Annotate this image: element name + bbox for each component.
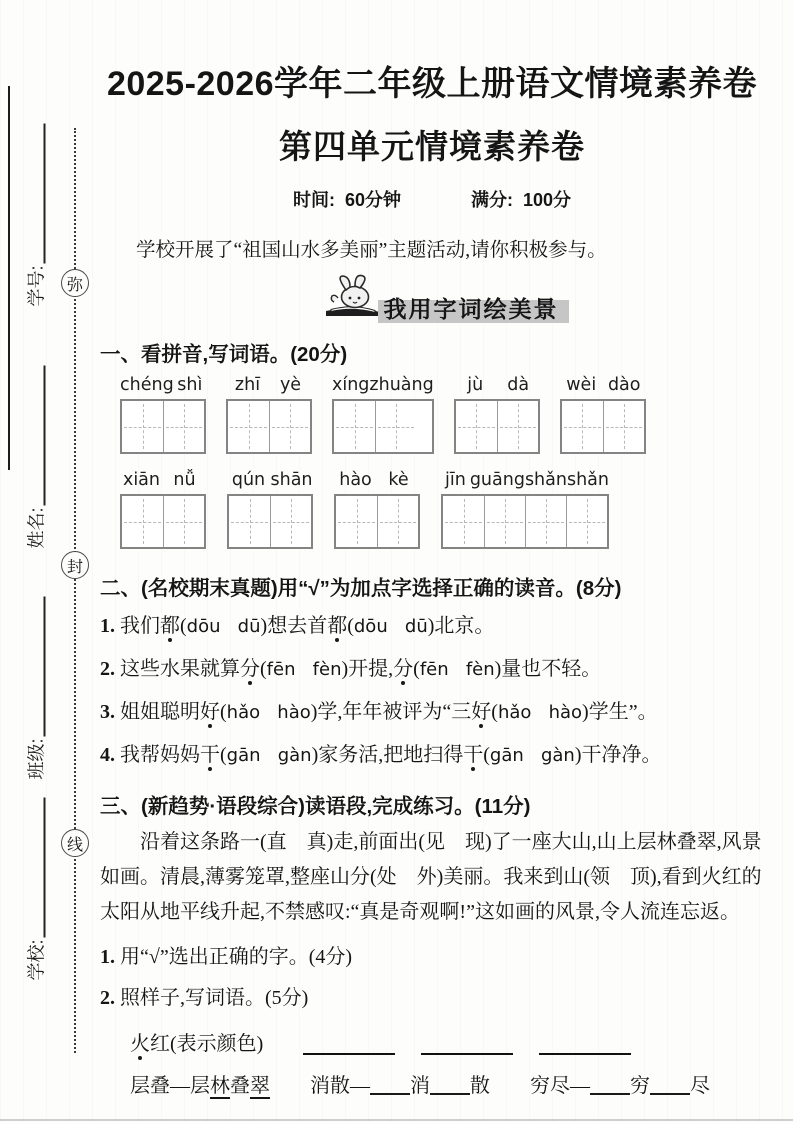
emphasized-char: 好 xyxy=(471,701,492,723)
answer-blank xyxy=(421,1053,513,1055)
pinyin-option: gān gàn xyxy=(226,745,312,766)
answer-blank xyxy=(303,1053,395,1055)
writing-grid xyxy=(332,399,434,454)
text-segment: 穷尽— xyxy=(490,1075,590,1097)
seal-dotted-line xyxy=(74,128,76,1053)
section-one-heading: 一、看拼音,写词语。(20分) xyxy=(100,343,348,366)
underlined-char: 翠 xyxy=(250,1075,270,1097)
name-label: 姓名: xyxy=(26,507,47,549)
answer-blank xyxy=(370,1093,410,1095)
pinyin-group xyxy=(226,375,312,454)
text-segment: ( xyxy=(180,615,187,637)
pinyin-syllable: guāng xyxy=(469,470,525,490)
writing-cell xyxy=(525,496,566,547)
writing-cell xyxy=(336,496,377,547)
emphasized-char: 都 xyxy=(160,615,180,637)
pinyin-group xyxy=(120,470,206,549)
pinyin-syllable: shān xyxy=(270,470,313,490)
writing-grid xyxy=(454,399,540,454)
text-segment: 层叠—层 xyxy=(130,1075,210,1097)
writing-grid xyxy=(227,494,313,549)
text-segment: ( xyxy=(491,701,498,723)
text-segment: 我帮妈妈 xyxy=(120,744,200,766)
text-segment: ( xyxy=(220,744,227,766)
emphasized-char: 好 xyxy=(200,701,220,723)
emphasized-char: 都 xyxy=(327,615,348,637)
question-item-2 xyxy=(100,652,764,687)
pinyin-group xyxy=(454,375,540,454)
pinyin-option: hǎo hào xyxy=(497,702,583,723)
item-number: 4. xyxy=(100,744,115,766)
rabbit-reading-icon xyxy=(322,272,384,323)
pinyin-row-2 xyxy=(100,470,764,549)
time-value: 60分钟 xyxy=(344,190,401,210)
emphasized-char: 干 xyxy=(463,744,484,766)
score-label: 满分: xyxy=(470,190,513,210)
answer-blank xyxy=(430,1093,470,1095)
item-number: 3. xyxy=(100,701,115,723)
pinyin-group xyxy=(332,375,434,454)
time-label: 时间: xyxy=(292,190,335,210)
name-blank xyxy=(44,365,46,505)
writing-cell xyxy=(229,496,270,547)
pinyin-labels xyxy=(441,470,609,494)
text-segment: )干净净。 xyxy=(574,744,662,766)
underlined-char: 林 xyxy=(210,1075,230,1097)
writing-grid xyxy=(120,399,206,454)
pinyin-syllable: hào xyxy=(339,470,372,490)
writing-cell xyxy=(562,401,603,452)
word-building-row xyxy=(100,1069,764,1104)
item-text xyxy=(120,658,601,680)
writing-grid xyxy=(334,494,420,549)
section-banner xyxy=(113,272,777,323)
intro-text: 学校开展了“祖国山水多美丽”主题活动,请你积极参与。 xyxy=(136,240,607,261)
text-segment: ( xyxy=(413,658,420,680)
question-item-3 xyxy=(100,695,764,730)
pinyin-labels xyxy=(227,470,313,494)
school-label: 学校: xyxy=(26,939,47,981)
question-item-4 xyxy=(100,738,764,773)
pinyin-syllable: qún xyxy=(231,470,266,490)
emphasized-char: 干 xyxy=(200,744,220,766)
pinyin-group xyxy=(334,470,420,549)
banner-bar xyxy=(378,296,569,323)
item-text: 照样子,写词语。(5分) xyxy=(120,987,309,1009)
pinyin-syllable: shǎn xyxy=(524,470,567,490)
school-blank xyxy=(44,797,46,937)
question-item-1 xyxy=(100,609,764,644)
page-bottom-edge xyxy=(0,1119,793,1121)
text-segment: )想去首 xyxy=(260,615,328,637)
item-number: 1. xyxy=(100,615,115,637)
name-field xyxy=(25,344,49,549)
text-segment: 尽 xyxy=(690,1075,710,1097)
pinyin-option: hǎo hào xyxy=(226,702,311,723)
paper-title: 2025-2026学年二年级上册语文情境素养卷 xyxy=(106,65,758,103)
emphasized-char: 分 xyxy=(393,658,414,680)
writing-cell xyxy=(334,401,375,452)
pinyin-syllable: shǎn xyxy=(566,470,609,490)
answer-blank xyxy=(539,1053,631,1055)
student-no-blank xyxy=(44,123,46,263)
text-segment: )量也不轻。 xyxy=(494,658,602,680)
writing-cell xyxy=(122,496,163,547)
pinyin-option: dōu dū xyxy=(186,616,261,637)
pinyin-syllable: dào xyxy=(607,375,641,395)
reading-passage: 沿着这条路一(直 真)走,前面出(见 现)了一座大山,山上层林叠翠,风景如画。清晨,薄雾笼罩,整座山分(处 外)美丽。我来到山(领 顶),看到火红的太阳从地平线升起,不禁感叹:“真是奇观啊!”这如画的风景,令人流连忘返。 xyxy=(100,831,762,923)
writing-cell xyxy=(269,401,310,452)
text-segment: )北京。 xyxy=(427,615,495,637)
text-segment: 穷 xyxy=(630,1075,650,1097)
item-number: 2. xyxy=(100,658,115,680)
unit-title: 第四单元情境素养卷 xyxy=(279,128,585,165)
writing-cell xyxy=(443,496,484,547)
student-no-label: 学号: xyxy=(26,265,47,307)
emphasized-char: 火 xyxy=(130,1033,150,1055)
banner-title: 我用字词绘美景 xyxy=(383,296,559,322)
item-text xyxy=(120,615,494,637)
text-segment: ( xyxy=(260,658,267,680)
writing-cell xyxy=(163,496,204,547)
writing-cell xyxy=(456,401,497,452)
writing-cell xyxy=(228,401,269,452)
text-segment: ( xyxy=(483,744,490,766)
writing-cell xyxy=(566,496,607,547)
writing-cell xyxy=(603,401,644,452)
class-blank xyxy=(44,596,46,736)
item-text xyxy=(120,744,662,766)
writing-cell xyxy=(163,401,204,452)
item-number: 1. xyxy=(100,946,115,968)
answer-blank xyxy=(590,1093,630,1095)
school-field xyxy=(25,776,49,981)
pinyin-syllable: jīn xyxy=(444,470,466,490)
pinyin-labels xyxy=(120,375,206,399)
pinyin-labels xyxy=(120,470,206,494)
pinyin-option: dōu dū xyxy=(353,616,428,637)
pinyin-labels xyxy=(332,375,434,399)
seal-char-xian: 线 xyxy=(61,829,89,857)
text-segment: )学生”。 xyxy=(582,701,658,723)
pinyin-syllable: dà xyxy=(507,375,530,395)
pinyin-syllable: nǚ xyxy=(173,470,196,490)
text-segment: 叠 xyxy=(230,1075,250,1097)
pinyin-syllable: chéng xyxy=(120,375,174,395)
pinyin-option: fēn fèn xyxy=(419,659,495,680)
pinyin-option: gān gàn xyxy=(489,745,575,766)
student-no-field xyxy=(25,102,49,307)
color-word-example-row xyxy=(100,1028,764,1061)
writing-cell xyxy=(377,496,418,547)
exam-paper xyxy=(100,0,764,1104)
text-segment: 散 xyxy=(470,1075,490,1097)
class-field xyxy=(25,575,49,780)
pinyin-group xyxy=(227,470,313,549)
sub-question-2 xyxy=(100,981,764,1016)
text-segment: 我们 xyxy=(120,615,160,637)
pinyin-option: fēn fèn xyxy=(266,659,342,680)
writing-cell xyxy=(270,496,311,547)
item-number: 2. xyxy=(100,987,115,1009)
text-segment: ( xyxy=(347,615,354,637)
pinyin-labels xyxy=(560,375,646,399)
pinyin-syllable: kè xyxy=(388,470,409,490)
pinyin-labels xyxy=(454,375,540,399)
writing-grid xyxy=(120,494,206,549)
pinyin-group xyxy=(120,375,206,454)
emphasized-char: 分 xyxy=(240,658,260,680)
text-segment: )家务活,把地扫得 xyxy=(311,744,464,766)
text-segment: )开提, xyxy=(341,658,394,680)
pinyin-syllable: xiān xyxy=(122,470,161,490)
score-value: 100分 xyxy=(522,190,572,210)
text-segment: 这些水果就算 xyxy=(120,658,240,680)
text-segment: 消 xyxy=(410,1075,430,1097)
pinyin-syllable: wèi xyxy=(566,375,597,395)
pinyin-syllable: zhuàng xyxy=(369,375,434,395)
pinyin-syllable: jù xyxy=(467,375,484,395)
pinyin-group xyxy=(441,470,609,549)
item-text: 用“√”选出正确的字。(4分) xyxy=(120,946,353,968)
text-segment: 红(表示颜色) xyxy=(150,1033,264,1055)
answer-blank xyxy=(650,1093,690,1095)
text-segment: 消散— xyxy=(270,1075,370,1097)
writing-grid xyxy=(441,494,609,549)
text-segment: )学,年年被评为“三 xyxy=(310,701,472,723)
writing-cell xyxy=(122,401,163,452)
example-label xyxy=(130,1028,263,1061)
pinyin-labels xyxy=(226,375,312,399)
time-score-line xyxy=(100,186,764,212)
pinyin-labels xyxy=(334,470,420,494)
seal-char-feng: 封 xyxy=(61,551,89,579)
pinyin-syllable: shì xyxy=(177,375,203,395)
seal-char-mi: 弥 xyxy=(61,269,89,297)
text-segment: ( xyxy=(220,701,227,723)
section-three-heading: 三、(新趋势·语段综合)读语段,完成练习。(11分) xyxy=(100,795,531,818)
pinyin-row-1 xyxy=(100,375,764,454)
pinyin-syllable: xíng xyxy=(332,375,370,395)
item-text xyxy=(120,701,658,723)
pinyin-syllable: yè xyxy=(279,375,302,395)
writing-cell xyxy=(484,496,525,547)
writing-grid xyxy=(226,399,312,454)
class-label: 班级: xyxy=(26,738,47,780)
text-segment: 姐姐聪明 xyxy=(120,701,200,723)
writing-grid xyxy=(560,399,646,454)
pinyin-syllable: zhī xyxy=(234,375,261,395)
page-spine-line xyxy=(8,86,10,470)
writing-cell xyxy=(375,401,416,452)
pinyin-group xyxy=(560,375,646,454)
section-two-heading: 二、(名校期末真题)用“√”为加点字选择正确的读音。(8分) xyxy=(100,577,622,600)
writing-cell xyxy=(497,401,538,452)
sub-question-1 xyxy=(100,940,764,975)
